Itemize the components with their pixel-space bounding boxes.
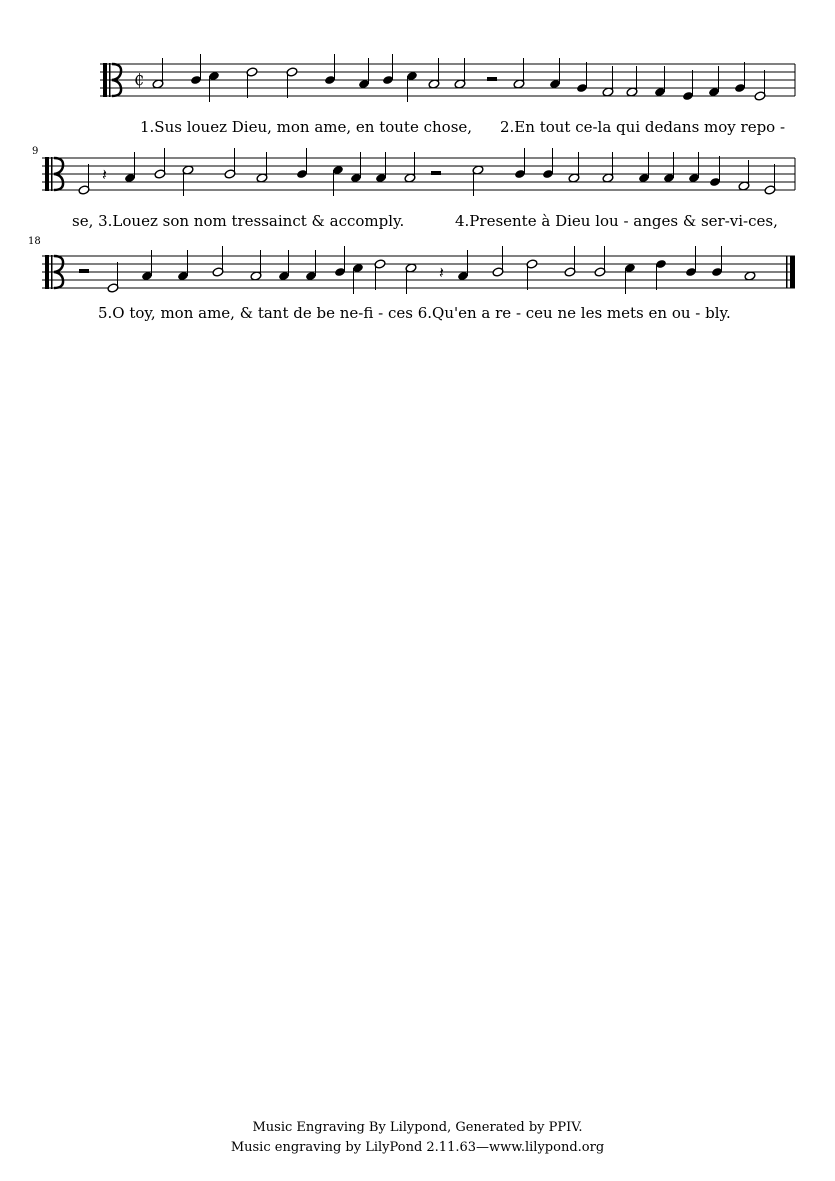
lyric-line: 4.Presente à Dieu lou - anges & ser-vi-ces, [455, 212, 778, 230]
rest-icon: 𝄽 [102, 165, 107, 184]
lyric-line: 2.En tout ce-la qui dedans moy repo - [500, 118, 786, 136]
measure-number: 9 [32, 146, 39, 157]
final-barline-icon [786, 256, 795, 288]
footer-credit: Music Engraving By Lilypond, Generated by PPIV. [252, 1120, 583, 1135]
lyric-line: se, 3.Louez son nom tressainct & accomply. [72, 212, 405, 230]
lyric-line: 1.Sus louez Dieu, mon ame, en toute chose, [140, 118, 473, 136]
measure-number: 18 [28, 236, 41, 247]
cut-time-icon: ₵ [134, 70, 145, 89]
staff-3-notation [0, 0, 835, 330]
lyric-line: 5.O toy, mon ame, & tant de be ne-fi - ces 6.Qu'en a re - ceu ne les mets en ou - bly. [98, 304, 731, 322]
rest-icon [79, 269, 89, 273]
footer-version: Music engraving by LilyPond 2.11.63—www.lilypond.org [230, 1140, 605, 1155]
staff-3-notes [79, 246, 756, 294]
rest-icon: 𝄽 [439, 263, 444, 282]
